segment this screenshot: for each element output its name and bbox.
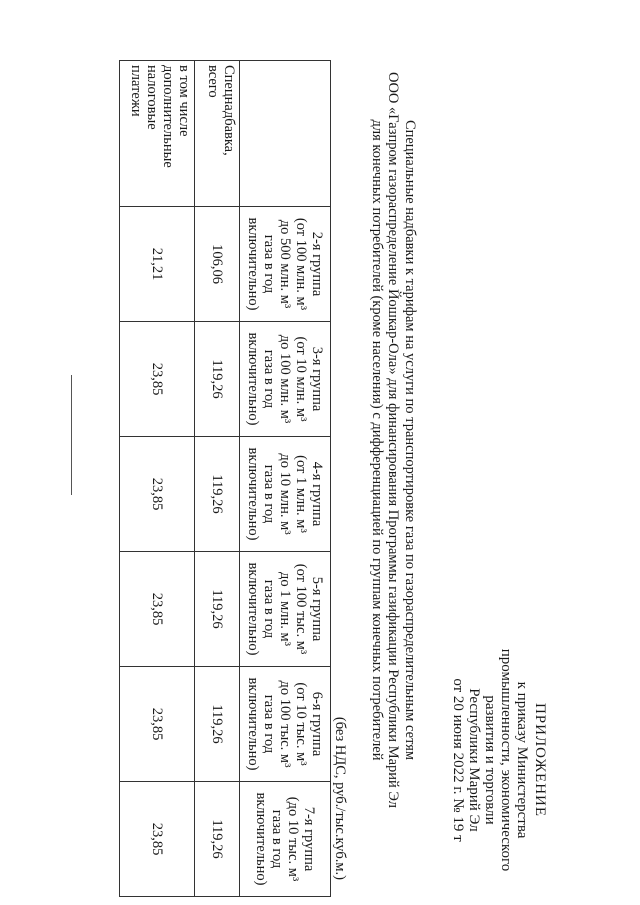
header-line: газа в год [261, 694, 277, 754]
heading-line: для конечных потребителей (кроме населения) с дифференциацией по группам конечных потребителей [369, 119, 385, 761]
header-line: 7-я группа [301, 806, 317, 872]
header-line: включительно) [245, 217, 261, 311]
table-corner-cell [240, 61, 331, 207]
signature-line [71, 375, 72, 495]
table-row [120, 61, 195, 897]
header-line: газа в год [269, 809, 285, 869]
table-cell: 119,26 [195, 437, 240, 552]
header-line: (от 1 млн. м³ [293, 455, 309, 533]
header-line: включительно) [245, 562, 261, 656]
table-cell: 119,26 [195, 552, 240, 667]
header-line: газа в год [261, 579, 277, 639]
header-line: (до 10 тыс. м³ [285, 796, 301, 882]
header-line: (от 10 млн. м³ [293, 336, 309, 422]
surcharge-table [119, 60, 331, 897]
table-cell: 23,85 [120, 322, 195, 437]
table-cell: 23,85 [120, 437, 195, 552]
document-heading [369, 20, 419, 860]
header-line: 3-я группа [309, 346, 325, 412]
column-header-group-6 [240, 667, 331, 782]
table-cell: 23,85 [120, 667, 195, 782]
header-line: до 100 млн. м³ [277, 334, 293, 424]
header-line: включительно) [245, 332, 261, 426]
column-header-group-2 [240, 207, 331, 322]
row-label-line: всего [205, 65, 221, 98]
table-cell: 106,06 [195, 207, 240, 322]
header-line: включительно) [245, 677, 261, 771]
column-header-group-7 [240, 782, 331, 897]
header-line: газа в год [261, 464, 277, 524]
table-cell: 119,26 [195, 667, 240, 782]
appendix-title: ПРИЛОЖЕНИЕ [532, 702, 548, 818]
header-line: до 500 млн. м³ [277, 219, 293, 309]
header-line: до 10 млн. м³ [277, 453, 293, 535]
header-line: до 100 тыс. м³ [277, 680, 293, 768]
row-label-total [195, 61, 240, 207]
table-header-row [240, 61, 331, 897]
header-line: 4-я группа [309, 461, 325, 527]
header-line: включительно) [245, 447, 261, 541]
row-label-line: Спецнадбавка, [221, 65, 237, 156]
appendix-line: от 20 июня 2022 г. № 19 т [450, 678, 466, 842]
table-cell: 21,21 [120, 207, 195, 322]
appendix-line: развития и торговли [482, 695, 498, 825]
appendix-line: Республики Марий Эл [466, 688, 482, 832]
header-line: (от 10 тыс. м³ [293, 682, 309, 766]
column-header-group-5 [240, 552, 331, 667]
row-label-tax-payments [120, 61, 195, 207]
table-cell: 23,85 [120, 552, 195, 667]
header-line: газа в год [261, 234, 277, 294]
column-header-group-4 [240, 437, 331, 552]
column-header-group-3 [240, 322, 331, 437]
heading-line: ООО «Газпром газораспределение Йошкар-Ола» для финансирования Программы газификации Республики Марий Эл [385, 71, 402, 809]
appendix-line: промышленности, экономического [498, 648, 514, 872]
header-line: газа в год [261, 349, 277, 409]
row-label-line: в том числе [176, 65, 192, 137]
table-cell: 119,26 [195, 782, 240, 897]
heading-line: Специальные надбавки к тарифам на услуги по транспортировке газа по газораспределительным сетям [402, 119, 418, 761]
header-line: (от 100 тыс. м³ [293, 563, 309, 655]
row-label-line: налоговые [144, 65, 160, 130]
header-line: 5-я группа [309, 576, 325, 642]
header-line: включительно) [253, 792, 269, 886]
table-row [195, 61, 240, 897]
table-cell: 23,85 [120, 782, 195, 897]
header-line: до 1 млн. м³ [277, 571, 293, 647]
appendix-block [450, 630, 548, 890]
header-line: 6-я группа [309, 691, 325, 757]
units-note: (без НДС, руб./тыс.куб.м.) [332, 716, 348, 880]
row-label-line: платежи [128, 65, 144, 117]
header-line: 2-я группа [309, 231, 325, 297]
header-line: (от 100 млн. м³ [293, 217, 309, 311]
appendix-line: к приказу Министерства [514, 681, 530, 839]
row-label-line: дополнительные [160, 65, 176, 168]
table-cell: 119,26 [195, 322, 240, 437]
